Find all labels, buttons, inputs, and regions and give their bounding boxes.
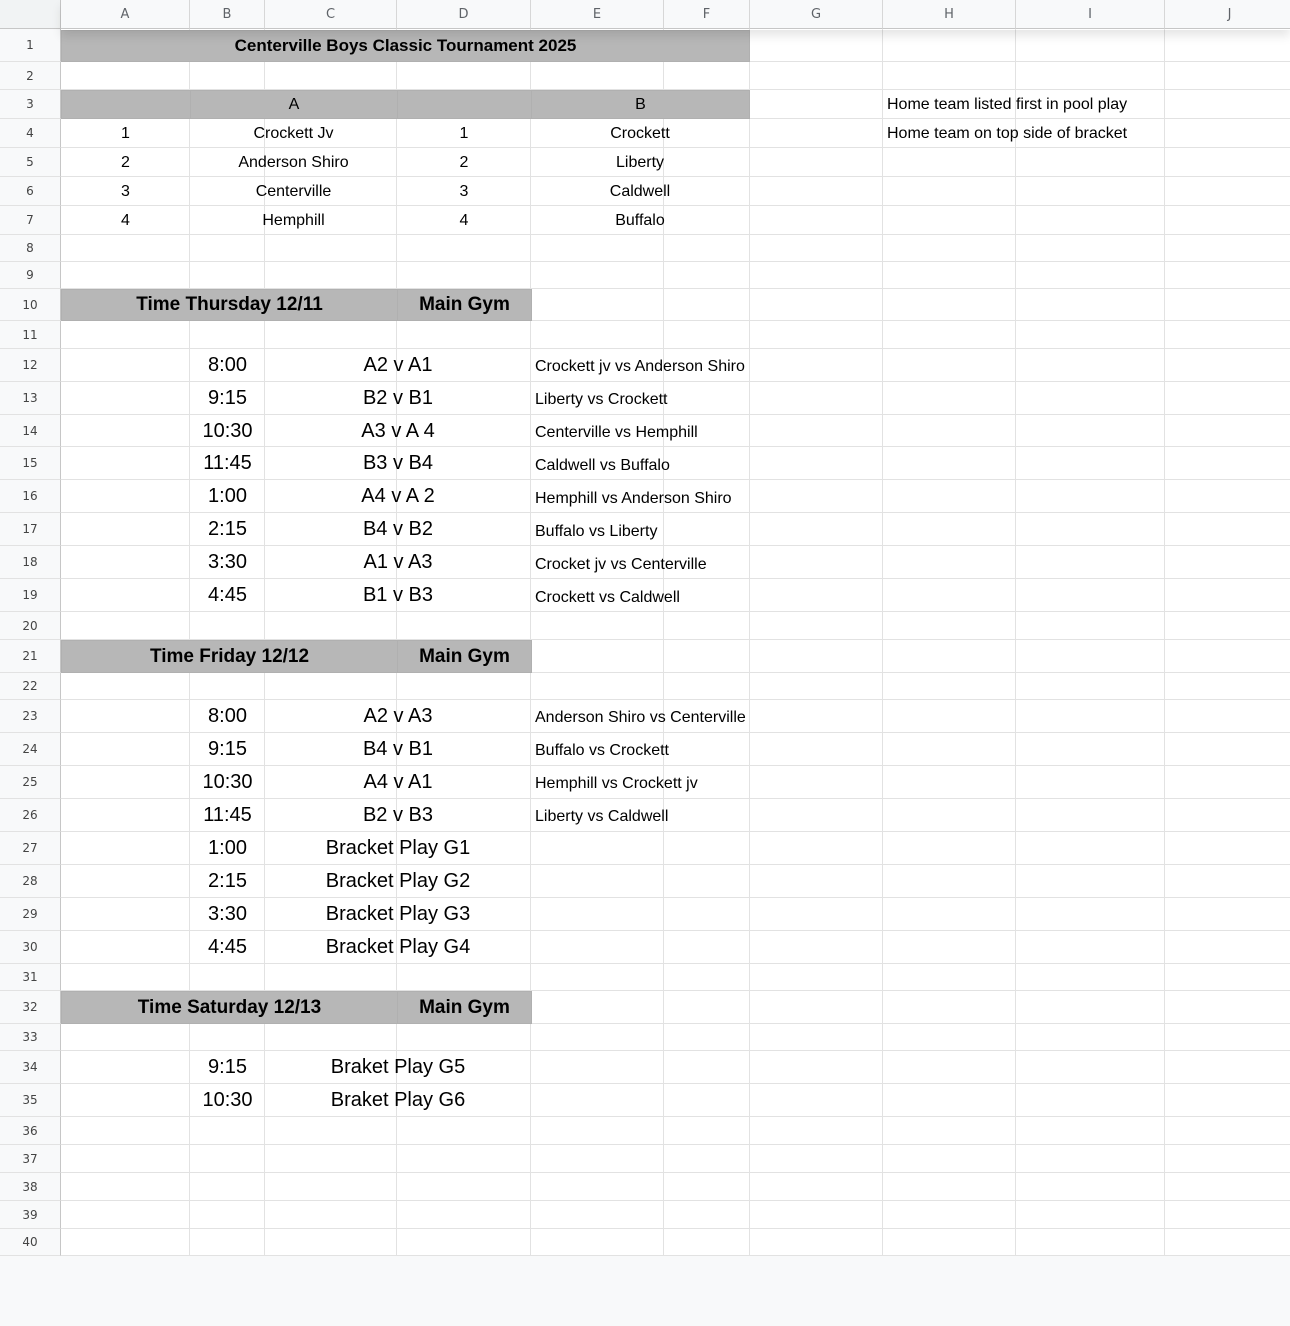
row-header[interactable]: 4 [0,119,61,148]
grid-line [1015,29,1016,1256]
game-teams[interactable]: Crockett jv vs Anderson Shiro [535,357,745,375]
game-time[interactable]: 2:15 [208,518,247,540]
game-time[interactable]: 8:00 [208,705,247,727]
game-time[interactable]: 2:15 [208,870,247,892]
row-header[interactable]: 26 [0,799,61,832]
note-pool-play[interactable]: Home team listed first in pool play [887,95,1128,113]
game-matchup[interactable]: A2 v A1 [363,354,433,376]
row-header[interactable]: 21 [0,640,61,673]
column-header[interactable]: F [664,0,750,29]
thursday-header[interactable]: Time Thursday 12/11 [61,289,398,321]
game-matchup[interactable]: Braket Play G5 [330,1056,466,1078]
pool-b-num[interactable]: 3 [459,182,469,200]
pool-b-team[interactable]: Crockett [610,124,670,142]
row-header[interactable]: 10 [0,289,61,321]
game-matchup[interactable]: B4 v B2 [362,518,434,540]
column-header[interactable]: H [883,0,1016,29]
game-teams[interactable]: Caldwell vs Buffalo [535,456,670,474]
row-header[interactable]: 31 [0,964,61,991]
row-header[interactable]: 14 [0,415,61,447]
game-matchup[interactable]: A1 v A3 [363,551,433,573]
game-matchup[interactable]: A3 v A 4 [361,420,435,442]
pool-b-header[interactable]: B [531,90,750,119]
game-teams[interactable]: Crockett vs Caldwell [535,588,680,606]
game-matchup[interactable]: Bracket Play G1 [325,837,471,859]
row-header[interactable]: 20 [0,612,61,640]
row-header[interactable]: 19 [0,579,61,612]
row-header[interactable]: 24 [0,733,61,766]
game-matchup[interactable]: B3 v B4 [362,452,434,474]
column-header[interactable]: I [1016,0,1165,29]
game-time[interactable]: 4:45 [208,584,247,606]
row-header[interactable]: 32 [0,991,61,1024]
row-header[interactable]: 25 [0,766,61,799]
game-time[interactable]: 3:30 [208,551,247,573]
column-header[interactable]: B [190,0,265,29]
row-header[interactable]: 15 [0,447,61,480]
row-header[interactable]: 33 [0,1024,61,1051]
column-header[interactable]: D [397,0,531,29]
pool-b-team[interactable]: Buffalo [615,211,665,229]
game-teams[interactable]: Anderson Shiro vs Centerville [535,708,746,726]
row-header[interactable]: 8 [0,235,61,262]
grid-line [61,261,1290,262]
game-time[interactable]: 1:00 [208,485,247,507]
row-header[interactable]: 5 [0,148,61,177]
saturday-header[interactable]: Time Saturday 12/13 [61,991,398,1024]
game-time[interactable]: 4:45 [208,936,247,958]
game-matchup[interactable]: B2 v B3 [362,804,434,826]
game-matchup[interactable]: A2 v A3 [363,705,433,727]
pool-a-team[interactable]: Crockett Jv [253,124,334,142]
game-matchup[interactable]: Braket Play G6 [330,1089,466,1111]
game-teams[interactable]: Centerville vs Hemphill [535,423,698,441]
game-teams[interactable]: Buffalo vs Liberty [535,522,658,540]
grid-line [61,1200,1290,1201]
game-matchup[interactable]: A4 v A1 [363,771,433,793]
pool-a-team[interactable]: Anderson Shiro [238,153,349,171]
grid-line [61,1255,1290,1256]
game-time[interactable]: 10:30 [202,1089,253,1111]
row-header[interactable]: 30 [0,931,61,964]
game-teams[interactable]: Liberty vs Caldwell [535,807,669,825]
pool-header-spacer-a[interactable] [61,90,191,119]
row-header[interactable]: 13 [0,382,61,415]
row-header[interactable]: 18 [0,546,61,579]
column-header[interactable]: A [61,0,190,29]
pool-a-team[interactable]: Centerville [255,182,332,200]
row-header[interactable]: 36 [0,1117,61,1145]
row-header[interactable]: 37 [0,1145,61,1173]
grid-line [61,1144,1290,1145]
row-header[interactable]: 23 [0,700,61,733]
game-teams[interactable]: Hemphill vs Crockett jv [535,774,698,792]
pool-a-team[interactable]: Hemphill [262,211,325,229]
row-header[interactable]: 35 [0,1084,61,1117]
game-matchup[interactable]: A4 v A 2 [361,485,435,507]
row-header[interactable]: 38 [0,1173,61,1201]
row-header[interactable]: 40 [0,1229,61,1256]
row-header[interactable]: 3 [0,90,61,119]
row-header[interactable]: 7 [0,206,61,235]
select-all-corner[interactable] [0,0,61,29]
game-time[interactable]: 9:15 [208,387,247,409]
tournament-title[interactable]: Centerville Boys Classic Tournament 2025 [61,30,750,62]
game-time[interactable]: 10:30 [202,771,253,793]
pool-b-team[interactable]: Caldwell [609,182,671,200]
pool-a-num[interactable]: 4 [121,211,130,229]
row-header[interactable]: 2 [0,62,61,90]
pool-b-num[interactable]: 1 [459,124,469,142]
row-header[interactable]: 6 [0,177,61,206]
friday-header[interactable]: Time Friday 12/12 [61,640,398,673]
row-header[interactable]: 34 [0,1051,61,1084]
column-header[interactable]: G [750,0,883,29]
column-header[interactable]: J [1165,0,1290,29]
row-header[interactable]: 22 [0,673,61,700]
game-matchup[interactable]: B1 v B3 [362,584,434,606]
row-header[interactable]: 16 [0,480,61,513]
game-matchup[interactable]: Bracket Play G4 [325,936,471,958]
game-time[interactable]: 8:00 [208,354,247,376]
game-time[interactable]: 9:15 [208,1056,247,1078]
pool-a-num[interactable]: 1 [121,124,130,142]
column-header[interactable]: C [265,0,397,29]
row-header[interactable]: 17 [0,513,61,546]
row-header[interactable]: 27 [0,832,61,865]
column-header[interactable]: E [531,0,664,29]
game-teams[interactable]: Crocket jv vs Centerville [535,555,707,573]
game-teams[interactable]: Liberty vs Crockett [535,390,668,408]
game-teams[interactable]: Hemphill vs Anderson Shiro [535,489,732,507]
grid-line [749,29,750,1256]
pool-b-num[interactable]: 2 [459,153,469,171]
pool-b-team[interactable]: Liberty [615,153,665,171]
pool-a-num[interactable]: 3 [121,182,130,200]
grid-line [61,1228,1290,1229]
row-header[interactable]: 29 [0,898,61,931]
row-header[interactable]: 11 [0,321,61,349]
row-header[interactable]: 28 [0,865,61,898]
grid-line [61,1172,1290,1173]
grid-line [1164,29,1165,1256]
row-header[interactable]: 39 [0,1201,61,1229]
row-header[interactable]: 12 [0,349,61,382]
pool-a-header[interactable]: A [190,90,398,119]
game-time[interactable]: 9:15 [208,738,247,760]
game-matchup[interactable]: Bracket Play G3 [325,903,471,925]
game-time[interactable]: 11:45 [203,452,252,474]
row-header[interactable]: 9 [0,262,61,289]
game-teams[interactable]: Buffalo vs Crockett [535,741,669,759]
game-time[interactable]: 11:45 [203,804,252,826]
game-matchup[interactable]: B4 v B1 [362,738,434,760]
pool-a-num[interactable]: 2 [121,153,130,171]
thursday-gym[interactable]: Main Gym [397,289,532,321]
pool-header-spacer-b[interactable] [397,90,532,119]
saturday-gym[interactable]: Main Gym [397,991,532,1024]
game-time[interactable]: 3:30 [208,903,247,925]
pool-b-num[interactable]: 4 [459,211,469,229]
grid-line [882,29,883,1256]
game-matchup[interactable]: B2 v B1 [362,387,434,409]
note-bracket[interactable]: Home team on top side of bracket [887,124,1128,142]
game-matchup[interactable]: Bracket Play G2 [325,870,471,892]
row-header[interactable]: 1 [0,29,61,62]
game-time[interactable]: 1:00 [208,837,247,859]
friday-gym[interactable]: Main Gym [397,640,532,673]
game-time[interactable]: 10:30 [202,420,253,442]
